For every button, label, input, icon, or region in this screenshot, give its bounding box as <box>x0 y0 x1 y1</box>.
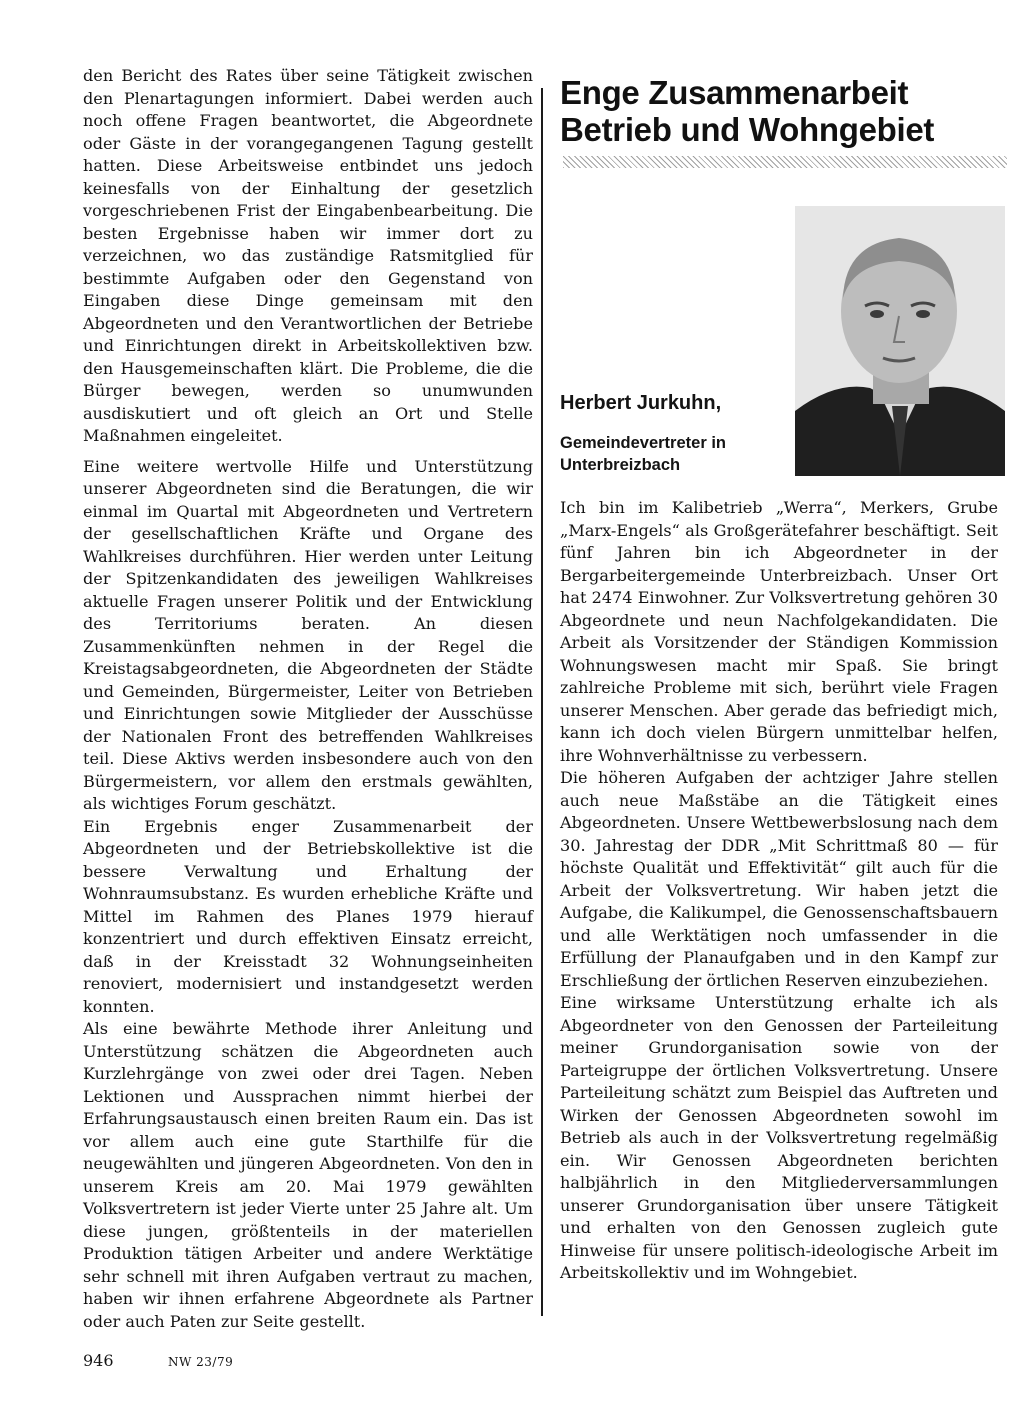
article-paragraph-1: Ich bin im Kalibetrieb „Werra“, Merkers, Grube „Marx-Engels“ als Großgerätefahrer beschäftigt. Seit fünf Jahren bin ich Abgeordneter in der Bergarbeitergemeinde Unterbreizbach. Unser Ort hat 2474 Einwohner. Zur Volksvertretung gehören 30 Abgeordnete und neun Nachfolgekandidaten. Die Arbeit als Vorsitzender der Ständigen Kommission Wohnungswesen macht mir Spaß. Sie bringt zahlreiche Probleme mit sich, berührt viele Fragen unserer Menschen. Aber gerade das befriedigt mich, kann ich doch vielen Bürgern unmittelbar helfen, ihre Wohnverhältnisse zu verbessern. <box>560 498 998 765</box>
article-headline: Enge Zusammenarbeit Betrieb und Wohngebiet <box>560 74 935 148</box>
article-body <box>560 497 998 1285</box>
issue-label: NW 23/79 <box>168 1355 234 1369</box>
left-paragraph-3: Ein Ergebnis enger Zusammenarbeit der Abgeordneten und der Betriebskollektive ist die bessere Verwaltung und Erhaltung der Wohnraumsubstanz. Es wurden erhebliche Kräfte und Mittel im Rahmen des Planes 1979 hierauf konzentriert und durch effektiven Einsatz erreicht, daß in der Kreisstadt 32 Wohnungseinheiten renoviert, modernisiert und instandgesetzt werden konnten. <box>83 816 533 1016</box>
page-number: 946 <box>83 1351 114 1370</box>
article-paragraph-2: Die höheren Aufgaben der achtziger Jahre stellen auch neue Maßstäbe an die Tätigkeit eines Abgeordneten. Unsere Wettbewerbslosung nach dem 30. Jahrestag der DDR „Mit Schrittmaß 80 — für höchste Qualität und Effektivität“ gilt auch für die Arbeit der Volksvertretung. Wir haben jetzt die Aufgabe, die Kalikumpel, die Genossenschaftsbauern und alle Werktätigen noch umfassender in die Erfüllung der Planaufgaben und in den Kampf zur Erschließung der örtlichen Reserven einzubeziehen. <box>560 768 998 990</box>
left-column <box>83 65 533 1333</box>
author-portrait <box>795 206 1005 476</box>
article-paragraph-3: Eine wirksame Unterstützung erhalte ich als Abgeordneter von den Genossen der Parteileitung meiner Grundorganisation sowie von der Parteigruppe der örtlichen Volksvertretung. Unsere Parteileitung schätzt zum Beispiel das Auftreten und Wirken der Genossen Abgeordneten sowohl im Betrieb als auch in der Volksvertretung regelmäßig ein. Wir Genossen Abgeordneten berichten halbjährlich in den Mitgliederversammlungen unserer Grundorganisation über unsere Tätigkeit und erhalten von den Genossen zugleich gute Hinweise für unsere politisch-ideologische Arbeit im Arbeitskollektiv und im Wohngebiet. <box>560 993 998 1282</box>
left-paragraph-1: den Bericht des Rates über seine Tätigkeit zwischen den Plenartagungen informiert. Dabei werden auch noch offene Fragen beantwortet, die Abgeordnete oder Gäste in der vorangegangenen Tagung gestellt hatten. Diese Arbeitsweise entbindet uns jedoch keinesfalls von der Einhaltung der gesetzlich vorgeschriebenen Frist der Eingabenbearbeitung. Die besten Ergebnisse haben wir immer dort zu verzeichnen, wo das zuständige Ratsmitglied für bestimmte Aufgaben oder den Gegenstand von Eingaben diese Dinge gemeinsam mit den Abgeordneten und den Verantwortlichen der Betriebe und Einrichtungen direkt in Arbeitskollektiven bzw. den Hausgemeinschaften klärt. Die Probleme, die die Bürger bewegen, werden so unumwunden ausdiskutiert und oft gleich an Ort und Stelle Maßnahmen eingeleitet. <box>83 66 533 445</box>
headline-rule <box>563 156 1007 168</box>
left-paragraph-4: Als eine bewährte Methode ihrer Anleitung und Unterstützung schätzen die Abgeordneten auch Kurzlehrgänge von zwei oder drei Tagen. Neben Lektionen und Aussprachen nimmt hierbei der Erfahrungsaustausch einen breiten Raum ein. Das ist vor allem auch eine gute Starthilfe für die neugewählten und jüngeren Abgeordneten. Von den in unserem Kreis am 20. Mai 1979 gewählten Volksvertretern ist jeder Vierte unter 25 Jahre alt. Um diese jungen, größtenteils in der materiellen Produktion tätigen Arbeiter und andere Werktätige sehr schnell mit ihren Aufgaben vertraut zu machen, haben wir ihnen erfahrene Abgeordnete als Partner oder auch Paten zur Seite gestellt. <box>83 1019 533 1331</box>
author-role: Gemeindevertreter in Unterbreizbach <box>560 434 726 474</box>
column-divider <box>541 88 543 1316</box>
author-name: Herbert Jurkuhn, <box>560 392 722 414</box>
left-paragraph-2: Eine weitere wertvolle Hilfe und Unterstützung unserer Abgeordneten sind die Beratungen, die wir einmal im Quartal mit Abgeordneten und Vertretern der gesellschaftlichen Kräfte und Organe des Wahlkreises durchführen. Hier werden unter Leitung der Spitzenkandidaten des jeweiligen Wahlkreises aktuelle Fragen unserer Politik und der Entwicklung des Territoriums beraten. An diesen Zusammenkünften nehmen in der Regel die Kreistagsabgeordneten, die Abgeordneten der Städte und Gemeinden, Bürgermeister, Leiter von Betrieben und Einrichtungen sowie Mitglieder der Ausschüsse der Nationalen Front des betreffenden Wahlkreises teil. Diese Aktivs werden insbesondere auch von den Bürgermeistern, vor allem den erstmals gewählten, als wichtiges Forum geschätzt. <box>83 456 533 813</box>
